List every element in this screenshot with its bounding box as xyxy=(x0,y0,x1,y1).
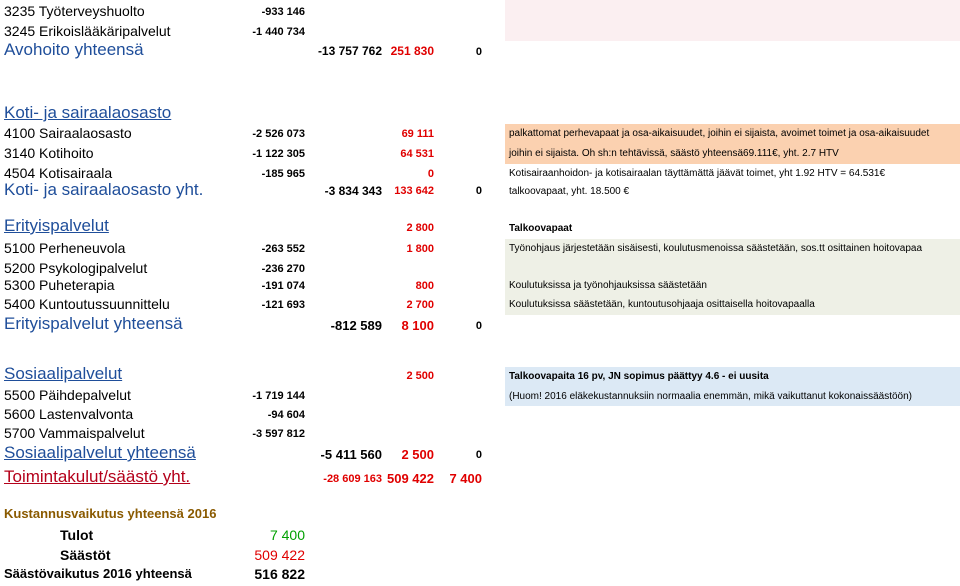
row-value-4: 0 xyxy=(475,449,482,461)
tulot-label: Tulot xyxy=(60,527,94,543)
row-label: 3235 Työterveyshuolto xyxy=(4,3,145,19)
row-value-1: -191 074 xyxy=(261,280,305,292)
row-label: Toimintakulut/säästö yht. xyxy=(4,467,191,486)
note-text: Kotisairaanhoidon- ja kotisairaalan täyttämättä jäävät toimet, yht 1.92 HTV = 64.531€ xyxy=(509,168,886,179)
row-value-3: 2 800 xyxy=(406,222,434,234)
row-value-2: -5 411 560 xyxy=(320,447,382,462)
table-row-total xyxy=(0,314,960,338)
row-value-1: -121 693 xyxy=(261,299,305,311)
row-label: Sosiaalipalvelut yhteensä xyxy=(4,443,196,462)
table-row xyxy=(0,124,960,144)
saastot-value: 509 422 xyxy=(254,547,305,563)
saastovaikutus-value: 516 822 xyxy=(254,566,305,582)
summary-row xyxy=(0,527,960,547)
summary-row xyxy=(0,566,960,586)
table-row-total xyxy=(0,443,960,467)
section-heading xyxy=(0,216,960,240)
table-row xyxy=(0,144,960,164)
section-title: Sosiaalipalvelut xyxy=(4,364,123,383)
saastot-label: Säästöt xyxy=(60,547,111,563)
row-value-4: 0 xyxy=(475,320,482,332)
row-value-1: -1 719 144 xyxy=(252,390,305,402)
row-value-1: -2 526 073 xyxy=(252,128,305,140)
row-label: Avohoito yhteensä xyxy=(4,40,144,59)
note-text: joihin ei sijaista. Oh sh:n tehtävissä, säästö yhteensä69.111€, yht. 2.7 HTV xyxy=(509,148,839,159)
row-value-2: -28 609 163 xyxy=(323,473,382,485)
row-value-1: -933 146 xyxy=(261,6,305,18)
note-text: talkoovapaat, yht. 18.500 € xyxy=(509,186,630,197)
row-value-1: -3 597 812 xyxy=(252,428,305,440)
row-label: 4100 Sairaalaosasto xyxy=(4,125,132,141)
note-text: Talkoovapaita 16 pv, JN sopimus päättyy 4.6 - ei uusita xyxy=(509,371,769,382)
table-row xyxy=(0,23,960,41)
note-text: Koulutuksissa säästetään, kuntoutusohjaaja osittaisella hoitovapaalla xyxy=(509,299,815,310)
row-value-1: -94 604 xyxy=(267,409,305,421)
row-value-3: 2 500 xyxy=(406,370,434,382)
row-value-1: -1 440 734 xyxy=(252,26,305,38)
row-value-3: 800 xyxy=(415,280,434,292)
row-value-3: 64 531 xyxy=(400,148,434,160)
summary-title: Kustannusvaikutus yhteensä 2016 xyxy=(4,506,217,521)
note-text: palkattomat perhevapaat ja osa-aikaisuudet, joihin ei sijaista, avoimet toimet ja osa-aikaisuudet xyxy=(509,128,930,139)
table-row xyxy=(0,276,960,296)
table-row-total xyxy=(0,40,960,62)
table-row xyxy=(0,295,960,315)
table-row xyxy=(0,424,960,444)
table-row xyxy=(0,3,960,21)
row-value-3: 2 500 xyxy=(401,447,434,462)
row-value-1: -185 965 xyxy=(261,168,305,180)
row-label: 4504 Kotisairaala xyxy=(4,165,113,181)
row-value-3: 1 800 xyxy=(406,243,434,255)
row-value-1: -1 122 305 xyxy=(252,148,305,160)
table-row xyxy=(0,239,960,259)
summary-row xyxy=(0,547,960,567)
row-label: 5700 Vammaispalvelut xyxy=(4,425,145,441)
note-text: Koulutuksissa ja työnohjauksissa säästetään xyxy=(509,280,707,291)
row-label: 3140 Kotihoito xyxy=(4,145,94,161)
row-value-3: 8 100 xyxy=(401,318,434,333)
row-value-1: -263 552 xyxy=(261,243,305,255)
row-label: 5500 Päihdepalvelut xyxy=(4,387,131,403)
row-value-3: 69 111 xyxy=(401,128,434,140)
row-label: 5200 Psykologipalvelut xyxy=(4,260,148,276)
row-value-4: 0 xyxy=(475,185,482,197)
row-value-4: 0 xyxy=(475,46,482,58)
note-text: Työnohjaus järjestetään sisäisesti, koulutusmenoissa säästetään, sos.tt osittainen hoitovapaa xyxy=(509,243,923,254)
summary-title-row xyxy=(0,506,960,526)
row-label: 5300 Puheterapia xyxy=(4,277,115,293)
saastovaikutus-label: Säästövaikutus 2016 yhteensä xyxy=(4,566,192,581)
section-title: Erityispalvelut xyxy=(4,216,109,235)
row-label: 5600 Lastenvalvonta xyxy=(4,406,134,422)
row-value-3: 0 xyxy=(427,168,434,180)
row-value-3: 509 422 xyxy=(387,471,434,486)
row-value-3: 133 642 xyxy=(394,185,434,197)
tulot-value: 7 400 xyxy=(269,527,305,543)
section-heading xyxy=(0,103,960,125)
note-text: (Huom! 2016 eläkekustannuksiin normaalia enemmän, mikä vaikuttanut kokonaissäästöön) xyxy=(509,391,912,402)
row-label: Erityispalvelut yhteensä xyxy=(4,314,183,333)
row-value-1: -236 270 xyxy=(261,263,305,275)
table-row xyxy=(0,386,960,406)
row-value-2: -3 834 343 xyxy=(324,184,382,198)
section-heading xyxy=(0,364,960,388)
row-value-2: -13 757 762 xyxy=(317,44,382,58)
row-value-3: 2 700 xyxy=(406,299,434,311)
row-value-3: 251 830 xyxy=(390,44,434,58)
row-value-4: 7 400 xyxy=(449,471,482,486)
row-label: 3245 Erikoislääkäripalvelut xyxy=(4,23,171,39)
row-label: 5100 Perheneuvola xyxy=(4,240,126,256)
row-value-2: -812 589 xyxy=(330,318,382,333)
row-label: Koti- ja sairaalaosasto yht. xyxy=(4,180,204,199)
section-title: Koti- ja sairaalaosasto xyxy=(4,103,172,122)
note-text: Talkoovapaat xyxy=(509,223,573,234)
row-label: 5400 Kuntoutussuunnittelu xyxy=(4,296,170,312)
table-row-total xyxy=(0,180,960,202)
table-row-grand-total xyxy=(0,467,960,491)
table-row xyxy=(0,405,960,425)
